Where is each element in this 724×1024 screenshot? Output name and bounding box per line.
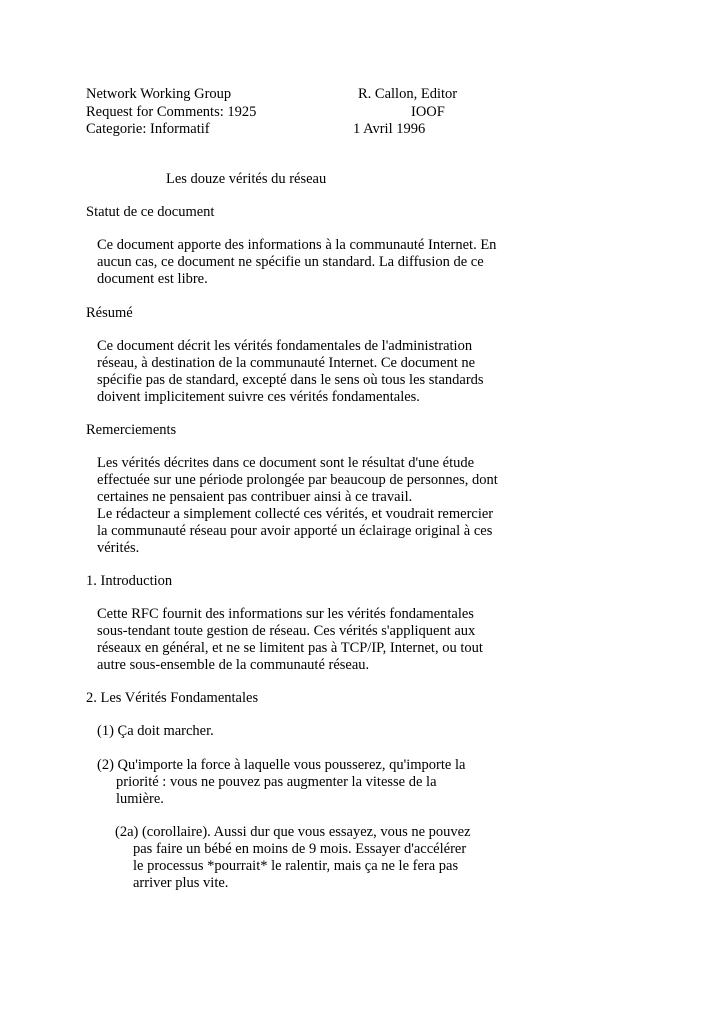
header-org: IOOF — [411, 104, 445, 120]
status-line: Ce document apporte des informations à la communauté Internet. En — [97, 237, 497, 253]
intro-line: sous-tendant toute gestion de réseau. Ces vérités s'appliquent aux — [97, 623, 476, 639]
truth-item-2-cont: priorité : vous ne pouvez pas augmenter la vitesse de la — [116, 774, 437, 790]
truths-heading: 2. Les Vérités Fondamentales — [86, 690, 259, 706]
truth-item-2-cont: lumière. — [116, 791, 164, 807]
intro-line: Cette RFC fournit des informations sur les vérités fondamentales — [97, 606, 474, 622]
resume-line: réseau, à destination de la communauté Internet. Ce document ne — [97, 355, 476, 371]
header-date: 1 Avril 1996 — [353, 121, 426, 137]
thanks-heading: Remerciements — [86, 422, 177, 438]
header-working-group: Network Working Group — [86, 86, 232, 102]
document-title: Les douze vérités du réseau — [166, 171, 327, 187]
truth-item-2a: (2a) (corollaire). Aussi dur que vous essayez, vous ne pouvez — [115, 824, 471, 840]
status-heading: Statut de ce document — [86, 204, 215, 220]
resume-line: doivent implicitement suivre ces vérités fondamentales. — [97, 389, 420, 405]
truth-item-2a-cont: pas faire un bébé en moins de 9 mois. Essayer d'accélérer — [133, 841, 467, 857]
thanks-line: la communauté réseau pour avoir apporté un éclairage original à ces — [97, 523, 493, 539]
header-category: Categorie: Informatif — [86, 121, 210, 137]
resume-line: Ce document décrit les vérités fondamentales de l'administration — [97, 338, 473, 354]
thanks-line: vérités. — [97, 540, 140, 556]
intro-line: réseaux en général, et ne se limitent pas à TCP/IP, Internet, ou tout — [97, 640, 483, 656]
resume-heading: Résumé — [86, 305, 133, 321]
resume-line: spécifie pas de standard, excepté dans le sens où tous les standards — [97, 372, 484, 388]
truth-item-2a-cont: le processus *pourrait* le ralentir, mais ça ne le fera pas — [133, 858, 459, 874]
thanks-line: Les vérités décrites dans ce document sont le résultat d'une étude — [97, 455, 475, 471]
intro-line: autre sous-ensemble de la communauté réseau. — [97, 657, 370, 673]
thanks-line: Le rédacteur a simplement collecté ces vérités, et voudrait remercier — [97, 506, 494, 522]
header-author: R. Callon, Editor — [358, 86, 458, 102]
truth-item-2a-cont: arriver plus vite. — [133, 875, 229, 891]
truth-item-2: (2) Qu'importe la force à laquelle vous pousserez, qu'importe la — [97, 757, 466, 773]
status-line: aucun cas, ce document ne spécifie un standard. La diffusion de ce — [97, 254, 484, 270]
intro-heading: 1. Introduction — [86, 573, 173, 589]
thanks-line: effectuée sur une période prolongée par beaucoup de personnes, dont — [97, 472, 498, 488]
truth-item-1: (1) Ça doit marcher. — [97, 723, 214, 739]
thanks-line: certaines ne pensaient pas contribuer ainsi à ce travail. — [97, 489, 413, 505]
header-rfc-number: Request for Comments: 1925 — [86, 104, 257, 120]
status-line: document est libre. — [97, 271, 208, 287]
